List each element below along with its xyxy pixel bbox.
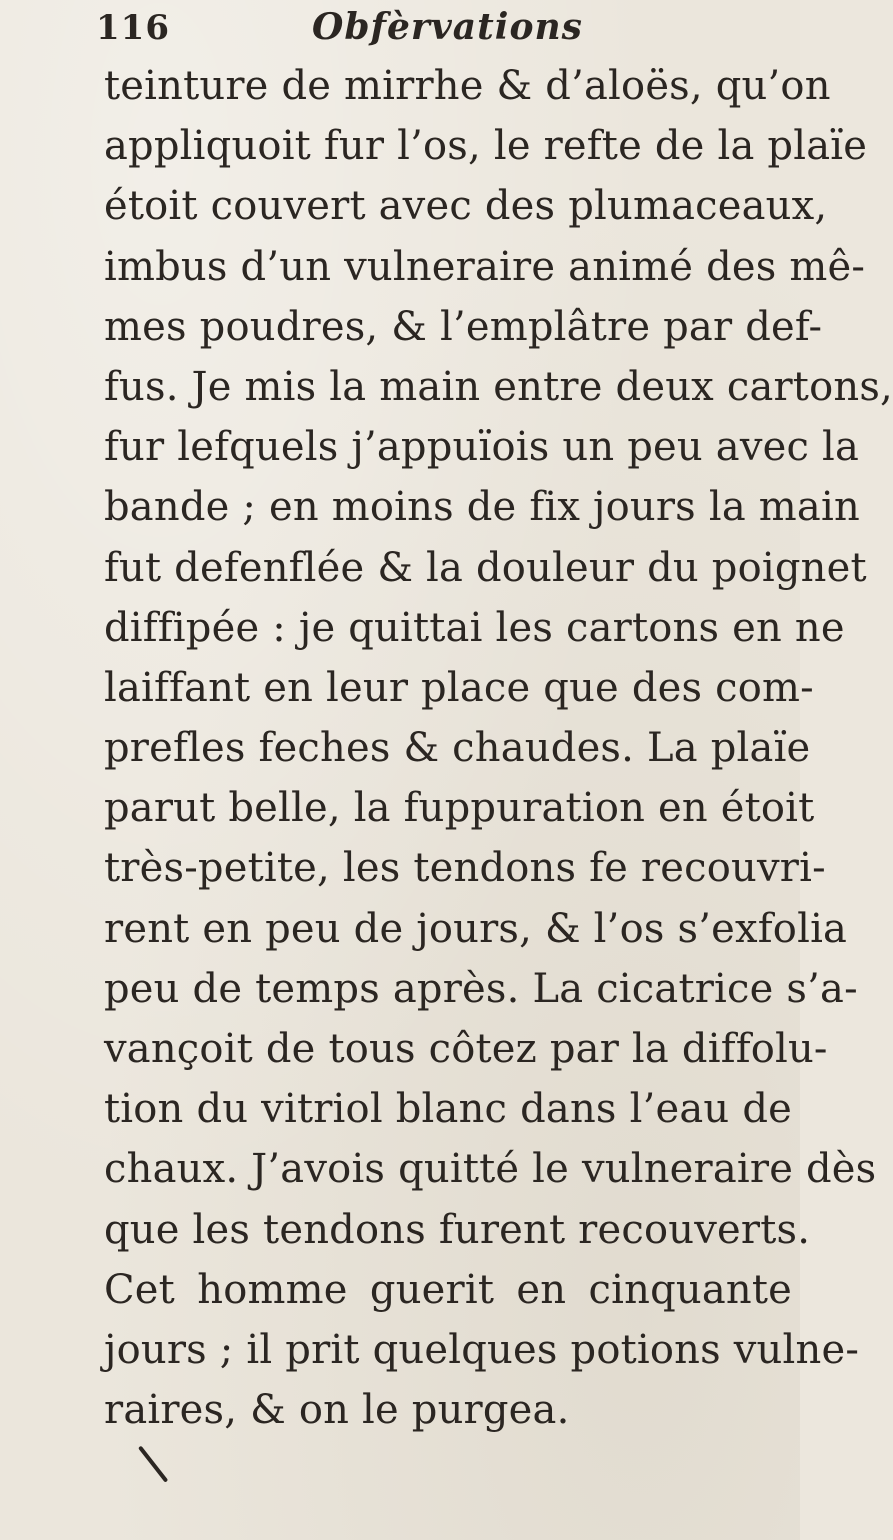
text-line: fut defenflée & la douleur du poignet	[104, 544, 867, 591]
text-line: parut belle, la fuppuration en étoit	[104, 785, 815, 832]
text-line: diffipée : je quittai les cartons en ne	[104, 604, 845, 651]
text-line: mes poudres, & l’emplâtre par def-	[104, 303, 823, 350]
text-line: chaux. J’avois quitté le vulneraire dès	[104, 1146, 877, 1193]
text-line: très-petite, les tendons fe recouvri-	[104, 845, 826, 892]
text-line: appliquoit fur l’os, le refte de la plaïe	[104, 123, 868, 170]
text-line: rent en peu de jours, & l’os s’exfolia	[104, 905, 848, 952]
text-line: fus. Je mis la main entre deux cartons,	[104, 363, 893, 410]
text-line: tion du vitriol blanc dans l’eau de	[104, 1086, 792, 1133]
text-line: jours ; il prit quelques potions vulne-	[104, 1326, 860, 1373]
text-line: prefles feches & chaudes. La plaïe	[104, 725, 811, 772]
text-line: raires, & on le purgea.	[104, 1387, 570, 1434]
text-line: bande ; en moins de fix jours la main	[104, 484, 860, 531]
text-line: que les tendons furent recouverts.	[104, 1206, 811, 1253]
text-line: peu de temps après. La cicatrice s’a-	[104, 965, 858, 1012]
running-title: Obfèrvations	[312, 6, 583, 48]
text-line: vançoit de tous côtez par la diffolu-	[104, 1026, 828, 1072]
running-head	[0, 2, 800, 58]
text-line: laiffant en leur place que des com-	[104, 664, 814, 711]
text-line: fur lefquels j’appuïois un peu avec la	[104, 424, 860, 471]
text-line: étoit couvert avec des plumaceaux,	[104, 183, 828, 230]
text-line: teinture de mirrhe & d’aloës, qu’on	[104, 63, 831, 109]
ink-mark	[138, 1446, 168, 1483]
text-line: Cet homme guerit en cinquante	[104, 1266, 792, 1313]
body-text	[104, 56, 893, 1440]
page-number: 116	[96, 8, 170, 48]
text-line: imbus d’un vulneraire animé des mê-	[104, 243, 866, 290]
